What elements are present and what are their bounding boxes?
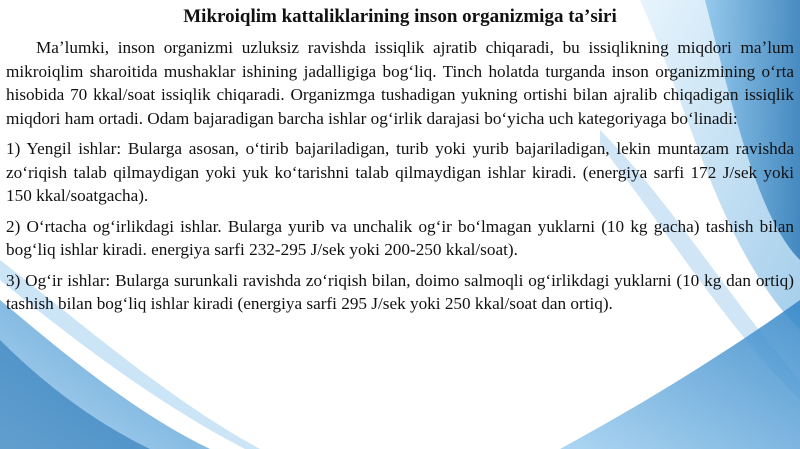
slide-title: Mikroiqlim kattaliklarining inson organizmiga taʼsiri xyxy=(183,6,617,27)
slide-body xyxy=(6,36,794,323)
list-item: 3) Ogʻir ishlar: Bularga surunkali ravishda zoʻriqish bilan, doimo salmoqli ogʻirlikdagi yuklarni (10 kg dan ortiq) tashish bilan bogʻliq ishlar kiradi (energiya sarfi 295 J/sek yoki 250 kkal/soat dan ortiq). xyxy=(6,270,794,313)
list-item: 1) Yengil ishlar: Bularga asosan, oʻtirib bajariladigan, turib yoki yurib bajariladigan, lekin muntazam ravishda zoʻriqish talab qilmaydigan yoki yuk koʻtarishni talab qilmaydigan ishlar kiradi. (energiya sarfi 172 J/sek yoki 150 kkal/soatgacha). xyxy=(6,139,794,205)
list-item: 2) Oʻrtacha ogʻirlikdagi ishlar. Bularga yurib va unchalik ogʻir boʻlmagan yuklarni (10 kg gacha) tashish bilan bogʻliq ishlar kiradi. energiya sarfi 232-295 J/sek yoki 200-250 kkal/soat). xyxy=(6,216,794,259)
intro-paragraph: Maʼlumki, inson organizmi uzluksiz ravishda issiqlik ajratib chiqaradi, bu issiqlikning miqdori maʼlum mikroiqlim sharoitida mushaklar ishining jadalligiga bogʻliq. Tinch holatda turganda inson organizmining oʻrta hisobida 70 kkal/soat issiqlik chiqaradi. Organizmga tushadigan yukning ortishi bilan ajralib chiqadigan issiqlik miqdori ham ortadi. Odam bajaradigan barcha ishlar ogʻirlik darajasi boʻyicha uch kategoriyaga boʻlinadi: xyxy=(6,38,794,128)
